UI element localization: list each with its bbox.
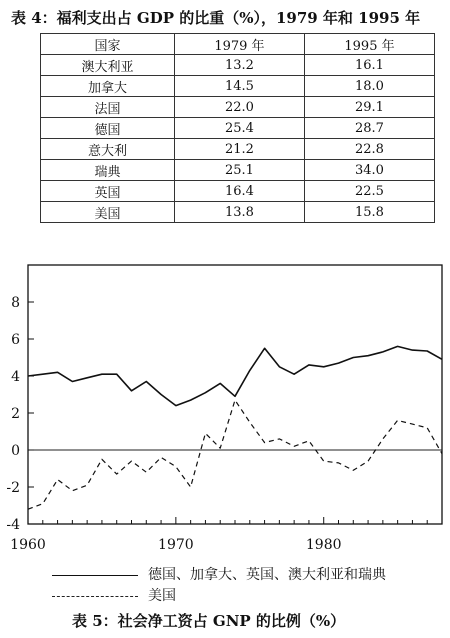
welfare-spending-table	[40, 33, 435, 223]
legend-label: 德国、加拿大、英国、澳大利亚和瑞典	[148, 567, 386, 583]
y-tick-label: 6	[11, 332, 20, 348]
table-row	[41, 97, 435, 118]
plot-frame	[28, 265, 442, 524]
country-cell: 法国	[41, 97, 175, 118]
x-tick-label: 1960	[10, 537, 46, 553]
country-cell: 澳大利亚	[41, 55, 175, 76]
table-row	[41, 55, 435, 76]
y-tick-label: -2	[6, 480, 20, 496]
solid-line-swatch	[52, 575, 138, 576]
dashed-line-swatch	[52, 596, 138, 597]
series-line-usa	[28, 400, 442, 509]
value-cell: 22.8	[304, 139, 434, 160]
y-tick-label: -4	[6, 517, 20, 533]
value-cell: 22.0	[174, 97, 304, 118]
header-1995: 1995 年	[304, 34, 434, 55]
value-cell: 15.8	[304, 202, 434, 223]
country-cell: 美国	[41, 202, 175, 223]
country-cell: 瑞典	[41, 160, 175, 181]
value-cell: 28.7	[304, 118, 434, 139]
table-row	[41, 76, 435, 97]
header-1979: 1979 年	[174, 34, 304, 55]
value-cell: 16.4	[174, 181, 304, 202]
legend-item-dashed	[52, 585, 176, 605]
x-tick-label: 1980	[305, 537, 342, 553]
country-cell: 加拿大	[41, 76, 175, 97]
table-row	[41, 118, 435, 139]
table-header-row	[41, 34, 435, 55]
value-cell: 14.5	[174, 76, 304, 97]
table-row	[41, 139, 435, 160]
y-tick-label: 4	[11, 369, 20, 385]
x-tick-label: 1970	[158, 537, 194, 553]
country-cell: 英国	[41, 181, 175, 202]
value-cell: 22.5	[304, 181, 434, 202]
y-tick-label: 8	[11, 295, 20, 311]
series-line-five-countries	[28, 346, 442, 405]
value-cell: 21.2	[174, 139, 304, 160]
y-tick-label: 0	[11, 443, 20, 459]
header-country: 国家	[41, 34, 175, 55]
country-cell: 意大利	[41, 139, 175, 160]
legend-item-solid	[52, 564, 386, 584]
legend-label: 美国	[148, 588, 176, 604]
value-cell: 13.2	[174, 55, 304, 76]
wage-share-line-chart	[0, 262, 450, 562]
value-cell: 25.1	[174, 160, 304, 181]
table-title: 表 4：福利支出占 GDP 的比重（%），1979 年和 1995 年	[11, 9, 421, 27]
value-cell: 25.4	[174, 118, 304, 139]
value-cell: 13.8	[174, 202, 304, 223]
value-cell: 29.1	[304, 97, 434, 118]
table-row	[41, 202, 435, 223]
value-cell: 16.1	[304, 55, 434, 76]
y-tick-label: 2	[11, 406, 20, 422]
table-row	[41, 181, 435, 202]
country-cell: 德国	[41, 118, 175, 139]
table-row	[41, 160, 435, 181]
value-cell: 18.0	[304, 76, 434, 97]
chart-title: 表 5：社会净工资占 GNP 的比例（%）	[72, 612, 346, 630]
value-cell: 34.0	[304, 160, 434, 181]
